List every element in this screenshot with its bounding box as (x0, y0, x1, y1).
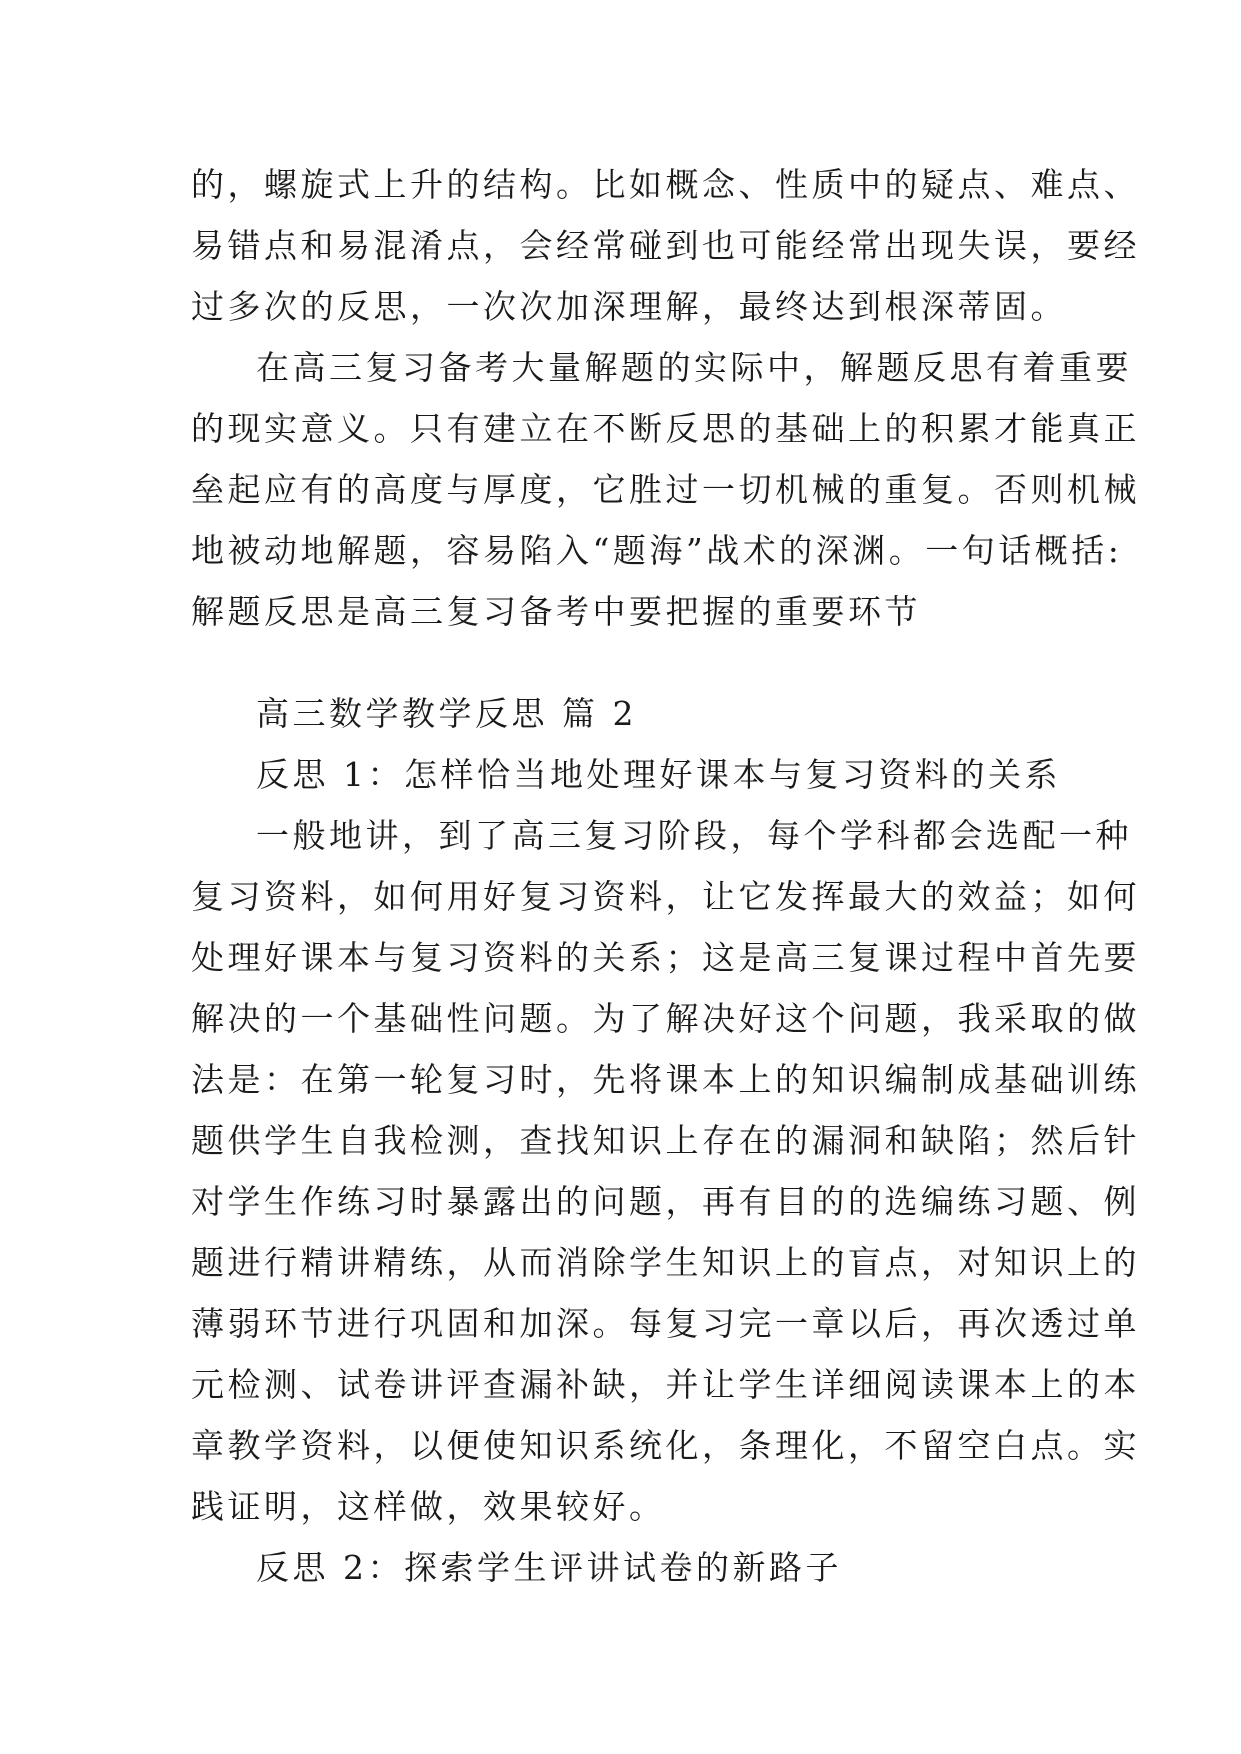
paragraph-line: 法是：在第一轮复习时，先将课本上的知识编制成基础训练 (191, 1060, 1140, 1099)
paragraph-line: 元检测、试卷讲评查漏补缺，并让学生详细阅读课本上的本 (191, 1365, 1140, 1404)
paragraph-line: 解题反思是高三复习备考中要把握的重要环节 (191, 592, 921, 631)
paragraph-line: 的现实意义。只有建立在不断反思的基础上的积累才能真正 (191, 409, 1140, 448)
paragraph-line: 在高三复习备考大量解题的实际中，解题反思有着重要 (256, 348, 1132, 387)
section-heading: 高三数学教学反思 篇 2 (256, 694, 637, 733)
paragraph-line: 章教学资料，以便使知识系统化，条理化，不留空白点。实 (191, 1426, 1140, 1465)
paragraph-line: 题供学生自我检测，查找知识上存在的漏洞和缺陷；然后针 (191, 1121, 1140, 1160)
subheading: 反思 1：怎样恰当地处理好课本与复习资料的关系 (256, 755, 1061, 794)
paragraph-line: 垒起应有的高度与厚度，它胜过一切机械的重复。否则机械 (191, 470, 1140, 509)
paragraph-line: 薄弱环节进行巩固和加深。每复习完一章以后，再次透过单 (191, 1304, 1140, 1343)
paragraph-line: 过多次的反思，一次次加深理解，最终达到根深蒂固。 (191, 287, 1067, 326)
paragraph-line: 的，螺旋式上升的结构。比如概念、性质中的疑点、难点、 (191, 165, 1140, 204)
paragraph-line: 处理好课本与复习资料的关系；这是高三复课过程中首先要 (191, 938, 1140, 977)
subheading: 反思 2：探索学生评讲试卷的新路子 (256, 1548, 842, 1587)
paragraph-line: 对学生作练习时暴露出的问题，再有目的的选编练习题、例 (191, 1182, 1140, 1221)
paragraph-line: 地被动地解题，容易陷入“题海”战术的深渊。一句话概括: (191, 531, 1123, 570)
paragraph-line: 题进行精讲精练，从而消除学生知识上的盲点，对知识上的 (191, 1243, 1140, 1282)
paragraph-line: 易错点和易混淆点，会经常碰到也可能经常出现失误，要经 (191, 226, 1140, 265)
paragraph-line: 复习资料，如何用好复习资料，让它发挥最大的效益；如何 (191, 877, 1140, 916)
paragraph-line: 解决的一个基础性问题。为了解决好这个问题，我采取的做 (191, 999, 1140, 1038)
paragraph-line: 一般地讲，到了高三复习阶段，每个学科都会选配一种 (256, 816, 1132, 855)
paragraph-line: 践证明，这样做，效果较好。 (191, 1487, 666, 1526)
